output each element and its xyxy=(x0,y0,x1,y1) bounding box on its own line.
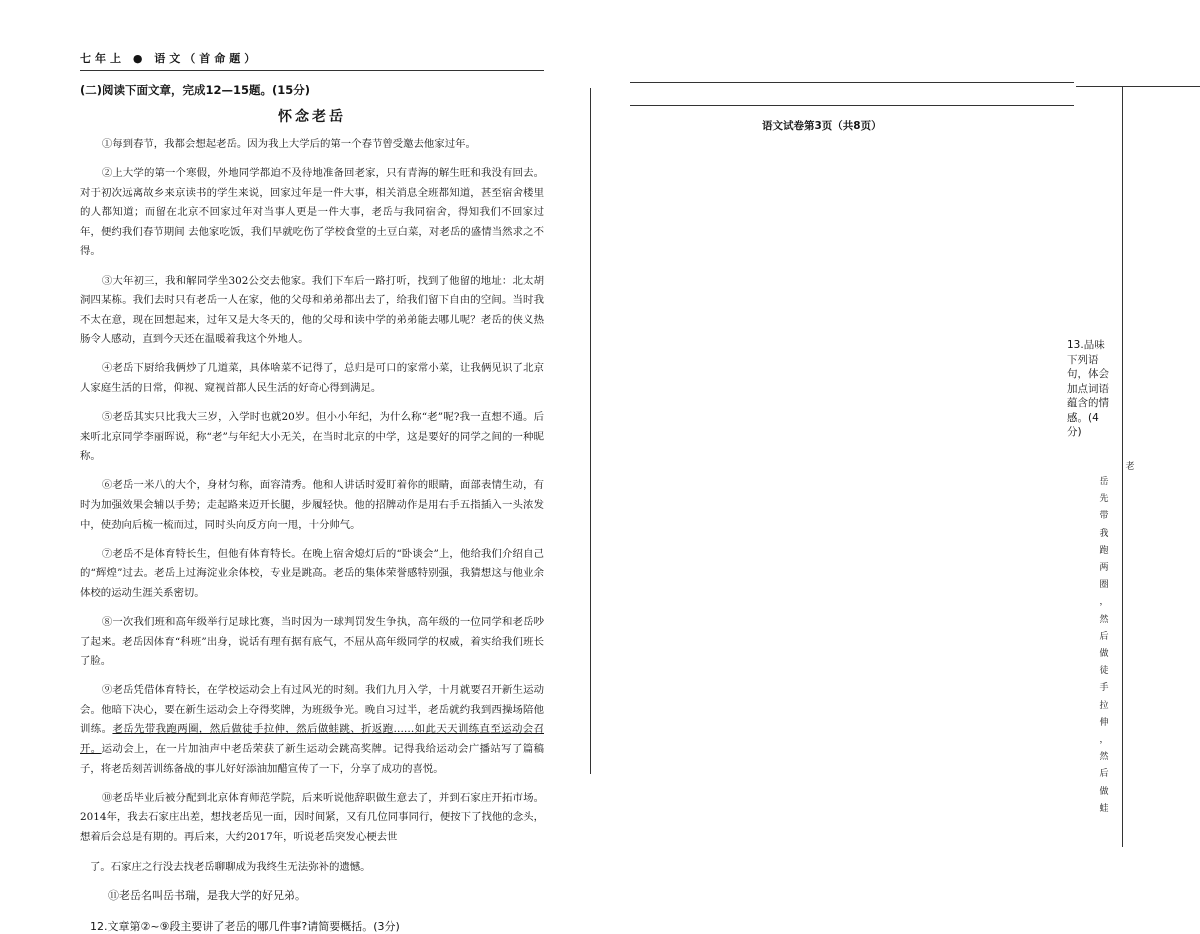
top-rule-1 xyxy=(630,82,1074,83)
header-rule xyxy=(80,70,544,71)
underlined-sentence: 老岳先带我跑两圈，然后做徒手拉伸，然后做蛙跳、折返跑……如此天天训练直至运动会召开。 xyxy=(80,723,545,756)
paragraph-7: ⑦老岳不是体育特长生，但他有体育特长。在晚上宿舍熄灯后的“卧谈会”上，他给我们介绍自己的“辉煌”过去。老岳上过海淀业余体校，专业是跳高。老岳的集体荣誉感特别强，我猜想这与他业余体校的运动生涯关系密切。 xyxy=(80,547,544,599)
paragraph-11: ⑪老岳名叫岳书瑞，是我大学的好兄弟。 xyxy=(108,889,306,902)
vertical-char: 做 xyxy=(1099,786,1109,797)
vertical-char: 老 xyxy=(1125,462,1135,472)
top-rule-3 xyxy=(1076,86,1200,87)
vertical-char: 岳 xyxy=(1099,477,1109,487)
article-body xyxy=(80,135,544,848)
vertical-char: 蛙 xyxy=(1099,803,1109,814)
paragraph-9: ⑨老岳凭借体育特长，在学校运动会上有过风光的时刻。我们九月入学，十月就要召开新生运动会。他暗下决心，要在新生运动会上夺得奖牌，为班级争光。晚自习过半，老岳就约我到西操场陪他训练。老岳先带我跑两圈，然后做徒手拉伸，然后做蛙跳、折返跑……如此天天训练直至运动会召开。运动会上，在一片加油声中老岳荣获了新生运动会跳高奖牌。记得我给运动会广播站写了篇稿子，将老岳刻苦训练备战的事儿好好添油加醋宣传了一下，分享了成功的喜悦。 xyxy=(80,684,545,775)
paragraph-10: ⑩老岳毕业后被分配到北京体育师范学院，后来听说他辞职做生意去了，并到石家庄开拓市场。2014年，我去石家庄出差，想找老岳见一面，因时间紧，又有几位同事同行，便按下了找他的念头，想着后会总是有期的。再后来，大约2017年，听说老岳突发心梗去世 xyxy=(80,791,544,843)
paragraph-8: ⑧一次我们班和高年级举行足球比赛，当时因为一球判罚发生争执，高年级的一位同学和老岳吵了起来。老岳因体育“科班”出身，说话有理有据有底气，不屈从高年级同学的权威，着实给我们班长了脸。 xyxy=(80,615,544,668)
article-title: 怀念老岳 xyxy=(278,109,346,125)
vertical-char: 做 xyxy=(1099,649,1109,659)
vertical-char: 我 xyxy=(1099,528,1109,539)
vertical-char: 后 xyxy=(1099,769,1109,780)
paragraph-1: ①每到春节，我都会想起老岳。因为我上大学后的第一个春节曾受邀去他家过年。 xyxy=(101,138,476,150)
reading-passage xyxy=(80,82,544,934)
paragraph-4: ④老岳下厨给我俩炒了几道菜，具体啥菜不记得了，总归是可口的家常小菜，让我俩见识了北京人家庭生活的日常，仰视、窥视首都人民生活的好奇心得到满足。 xyxy=(80,362,544,395)
vertical-char: 后 xyxy=(1099,631,1109,642)
vertical-char: 手 xyxy=(1099,683,1109,694)
vertical-char: 然 xyxy=(1099,614,1109,625)
vertical-char: ， xyxy=(1099,597,1109,608)
paragraph-2: ②上大学的第一个寒假，外地同学都迫不及待地准备回老家，只有青海的解生旺和我没有回去。对于初次远离故乡来京读书的学生来说，回家过年是一件大事，相关消息全班都知道，甚至宿舍楼里的人都知道；而留在北京不回家过年对当事人更是一件大事，老岳与我同宿舍，得知我们不回家过年，便约我们春节期间 去他家吃饭，我们早就吃伤了学校食堂的土豆白菜，对老岳的盛情当然求之不得。 xyxy=(80,167,544,258)
top-rule-2 xyxy=(630,105,1074,106)
vertical-char: 徒 xyxy=(1099,666,1109,677)
page-number: 语文试卷第3页（共8页） xyxy=(762,120,882,132)
vertical-char: 带 xyxy=(1099,511,1109,522)
paragraph-10-continuation: 了。石家庄之行没去找老岳聊聊成为我终生无法弥补的遗憾。 xyxy=(90,861,371,873)
vertical-char: 两 xyxy=(1099,563,1109,573)
paragraph-5: ⑤老岳其实只比我大三岁，入学时也就20岁。但小小年纪，为什么称“老”呢?我一直想不通。后来听北京同学李丽晖说，称“老”与年纪大小无关，在当时北京的中学，这是要好的同学之间的一种昵称。 xyxy=(80,411,544,463)
question-13: 13.品味下列语句，体会加点词语蕴含的情感。(4分) xyxy=(1067,339,1109,438)
vertical-char: 跑 xyxy=(1099,545,1109,556)
vertical-char: ， xyxy=(1099,735,1109,745)
paragraph-6: ⑥老岳一米八的大个，身材匀称，面容清秀。他和人讲话时爱盯着你的眼睛，面部表情生动，有时为加强效果会辅以手势；走起路来迈开长腿，步履轻快。他的招牌动作是用右手五指插入一头浓发中，使劲向后梳一梳而过，同时头向反方向一甩，十分帅气。 xyxy=(80,479,544,531)
column-divider xyxy=(590,88,591,774)
vertical-char: 先 xyxy=(1099,494,1109,505)
vertical-char: 伸 xyxy=(1099,717,1109,728)
vertical-char: 拉 xyxy=(1099,700,1109,711)
section-title: (二)阅读下面文章，完成12—15题。(15分) xyxy=(80,83,311,97)
paragraph-3: ③大年初三，我和解同学坐302公交去他家。我们下车后一路打听，找到了他留的地址：北太胡洞四某栋。我们去时只有老岳一人在家，他的父母和弟弟都出去了，给我们留下自由的空间。当时我不太在意，现在回想起来，过年又是大冬天的，他的父母和读中学的弟弟能去哪儿呢？老岳的侠义热肠令人感动，直到今天还在温暖着我这个外地人。 xyxy=(80,274,544,346)
vertical-char: 圈 xyxy=(1099,580,1109,591)
vertical-char: 然 xyxy=(1099,752,1109,763)
page-header: 七年上 ● 语文（首命题） xyxy=(80,52,260,65)
question-12: 12.文章第②~⑨段主要讲了老岳的哪几件事?请简要概括。(3分) xyxy=(90,920,400,933)
